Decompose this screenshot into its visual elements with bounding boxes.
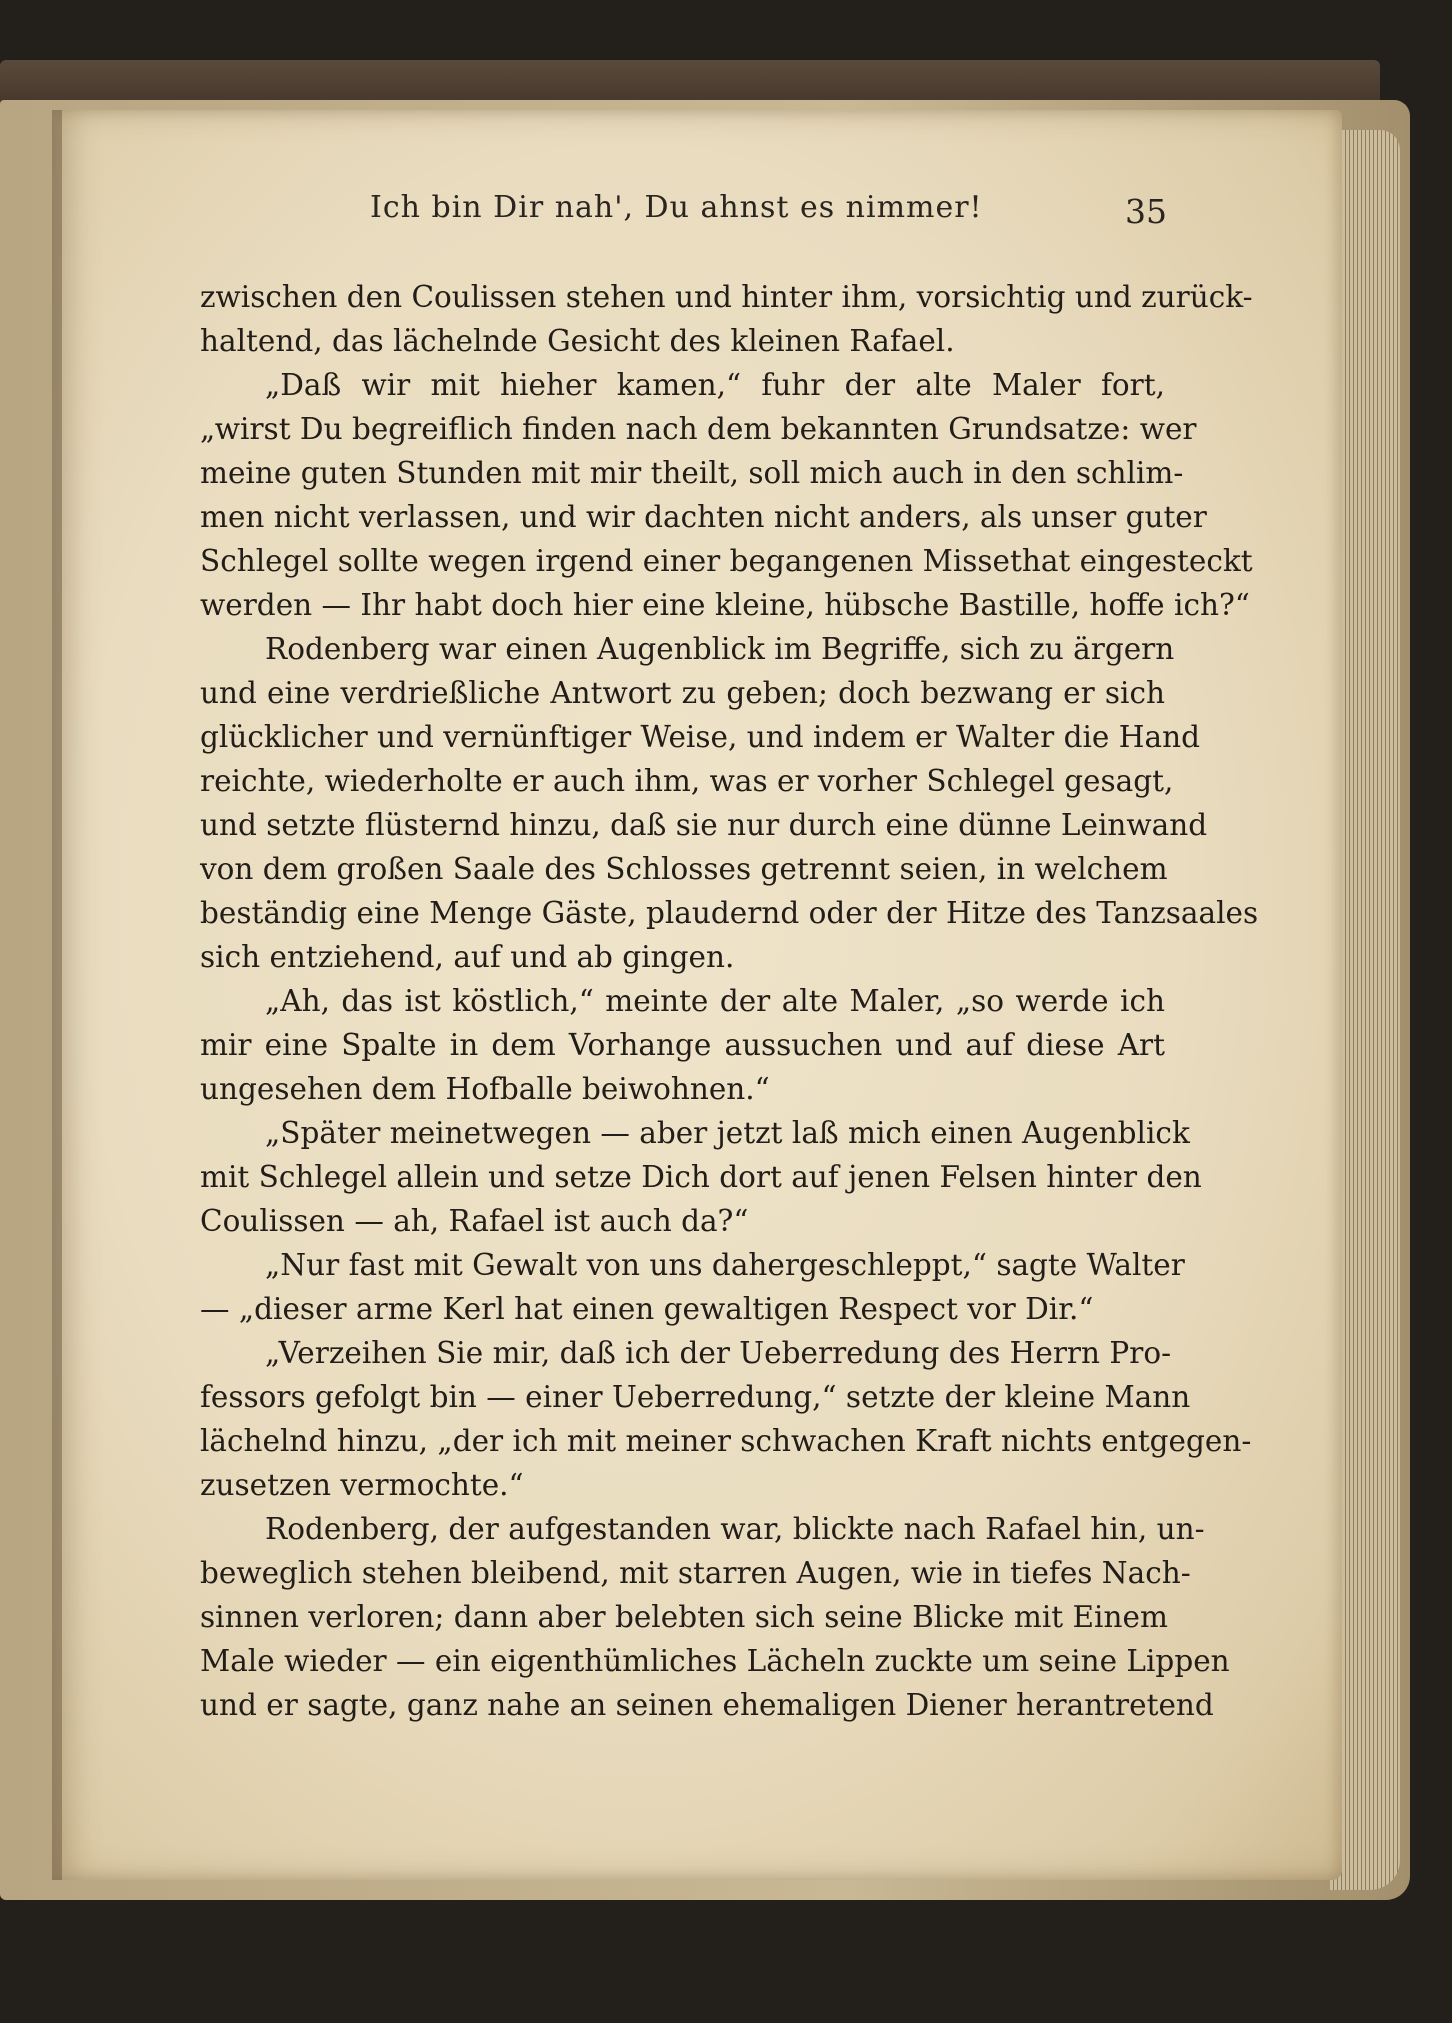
text-line: „Verzeihen Sie mir, daß ich der Ueberredung des Herrn Pro- xyxy=(265,1336,1172,1370)
text-line: „Daß wir mit hieher kamen,“ fuhr der alte Maler fort, xyxy=(265,368,1165,402)
text-line: haltend, das lächelnde Gesicht des kleinen Rafael. xyxy=(200,324,955,358)
text-line: Rodenberg, der aufgestanden war, blickte nach Rafael hin, un- xyxy=(265,1512,1205,1546)
text-line: zwischen den Coulissen stehen und hinter ihm, vorsichtig und zurück- xyxy=(200,280,1253,314)
text-line: fessors gefolgt bin — einer Ueberredung,“ setzte der kleine Mann xyxy=(200,1380,1191,1414)
text-line: Schlegel sollte wegen irgend einer begangenen Missethat eingesteckt xyxy=(200,544,1253,578)
text-line: mit Schlegel allein und setze Dich dort auf jenen Felsen hinter den xyxy=(200,1160,1202,1194)
text-line: beweglich stehen bleibend, mit starren Augen, wie in tiefes Nach- xyxy=(200,1556,1191,1590)
text-line: glücklicher und vernünftiger Weise, und indem er Walter die Hand xyxy=(200,720,1200,754)
text-line: Coulissen — ah, Rafael ist auch da?“ xyxy=(200,1204,749,1238)
text-line: Rodenberg war einen Augenblick im Begriffe, sich zu ärgern xyxy=(265,632,1175,666)
text-line: beständig eine Menge Gäste, plaudernd oder der Hitze des Tanzsaales xyxy=(200,896,1259,930)
text-line: — „dieser arme Kerl hat einen gewaltigen Respect vor Dir.“ xyxy=(200,1292,1094,1326)
text-line: reichte, wiederholte er auch ihm, was er vorher Schlegel gesagt, xyxy=(200,764,1174,798)
text-line: mir eine Spalte in dem Vorhange aussuchen und auf diese Art xyxy=(200,1028,1165,1062)
text-line: „Nur fast mit Gewalt von uns dahergeschleppt,“ sagte Walter xyxy=(265,1248,1185,1282)
page-number: 35 xyxy=(1125,192,1167,231)
text-line: von dem großen Saale des Schlosses getrennt seien, in welchem xyxy=(200,852,1168,886)
page-gutter xyxy=(52,110,62,1880)
text-line: ungesehen dem Hofballe beiwohnen.“ xyxy=(200,1072,770,1106)
text-line: men nicht verlassen, und wir dachten nicht anders, als unser guter xyxy=(200,500,1207,534)
text-line: und eine verdrießliche Antwort zu geben; doch bezwang er sich xyxy=(200,676,1165,710)
text-line: „Ah, das ist köstlich,“ meinte der alte Maler, „so werde ich xyxy=(265,984,1165,1018)
text-line: lächelnd hinzu, „der ich mit meiner schwachen Kraft nichts entgegen- xyxy=(200,1424,1252,1458)
text-line: sich entziehend, auf und ab gingen. xyxy=(200,940,735,974)
text-line: werden — Ihr habt doch hier eine kleine, hübsche Bastille, hoffe ich?“ xyxy=(200,588,1250,622)
body-text xyxy=(200,275,1259,1727)
text-line: „Später meinetwegen — aber jetzt laß mich einen Augenblick xyxy=(265,1116,1190,1150)
text-line: sinnen verloren; dann aber belebten sich seine Blicke mit Einem xyxy=(200,1600,1168,1634)
text-line: zusetzen vermochte.“ xyxy=(200,1468,524,1502)
text-line: „wirst Du begreiflich finden nach dem bekannten Grundsatze: wer xyxy=(200,412,1197,446)
text-line: und er sagte, ganz nahe an seinen ehemaligen Diener herantretend xyxy=(200,1688,1214,1722)
text-line: und setzte flüsternd hinzu, daß sie nur durch eine dünne Leinwand xyxy=(200,808,1208,842)
running-title: Ich bin Dir nah', Du ahnst es nimmer! xyxy=(370,190,983,225)
text-line: Male wieder — ein eigenthümliches Lächeln zuckte um seine Lippen xyxy=(200,1644,1230,1678)
text-line: meine guten Stunden mit mir theilt, soll mich auch in den schlim- xyxy=(200,456,1184,490)
